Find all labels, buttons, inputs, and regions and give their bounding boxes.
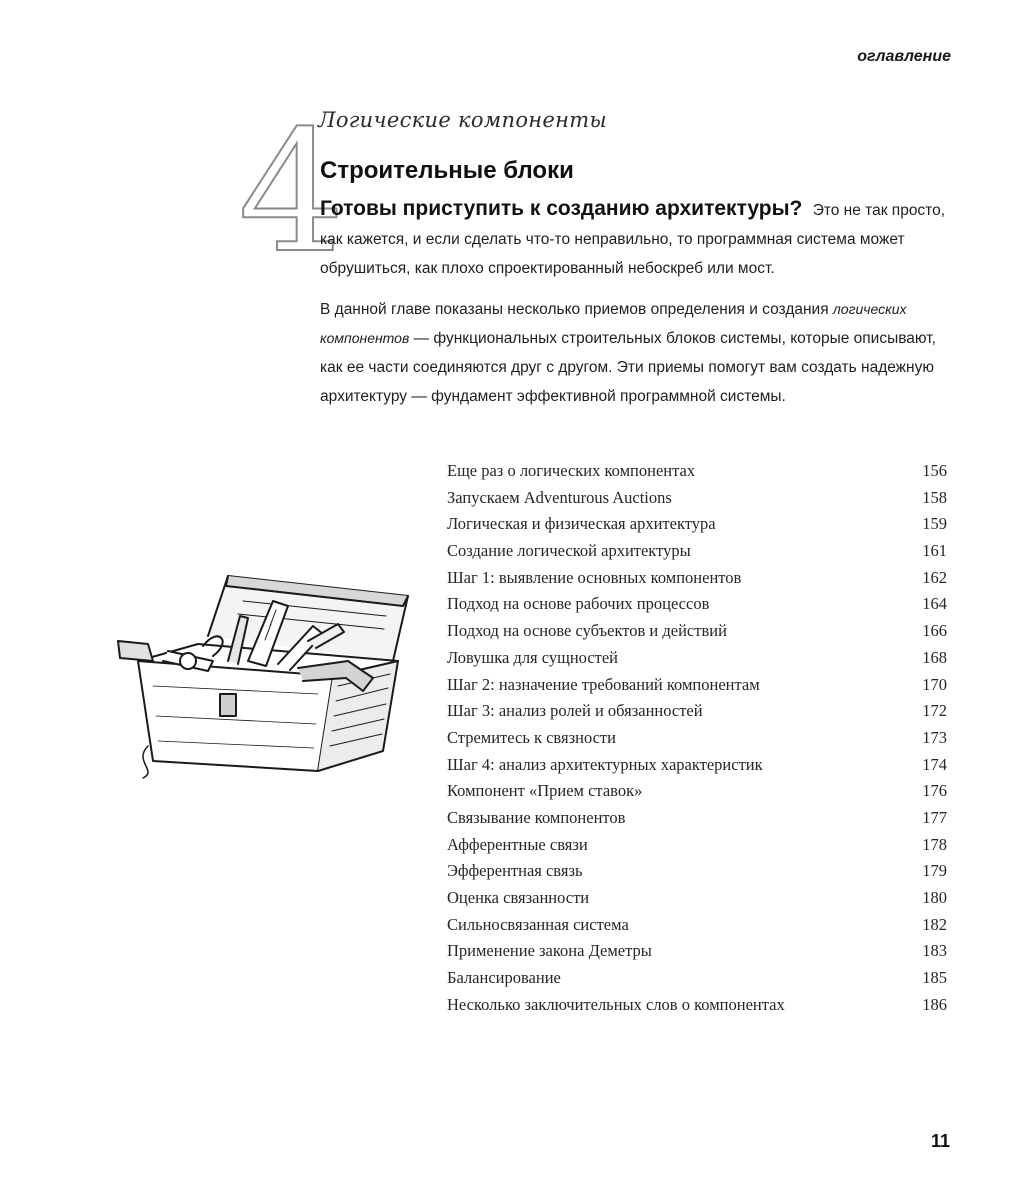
toc-entry-title: Оценка связанности	[447, 888, 590, 907]
toc-entry-title: Шаг 4: анализ архитектурных характеристик	[447, 754, 763, 774]
toc-entry-title: Создание логической архитектуры	[447, 541, 691, 561]
chapter-number: 4	[238, 94, 345, 290]
toc-entry[interactable]	[447, 591, 947, 618]
toc-entry-page: 183	[922, 941, 947, 961]
toc-entry-page: 159	[922, 514, 947, 534]
toc-entry-page: 185	[922, 968, 947, 988]
toc-entry[interactable]	[447, 511, 947, 538]
intro-p2-before: В данной главе показаны несколько приемов определения и создания	[320, 301, 829, 318]
intro-term: логических компонентов	[320, 301, 907, 346]
toc-entry-title: Шаг 1: выявление основных компонентов	[447, 567, 742, 587]
intro-paragraph-1	[320, 194, 952, 283]
intro-paragraph-2	[320, 295, 952, 411]
section-label: оглавление	[857, 48, 951, 65]
toc-entry-title: Балансирование	[447, 968, 561, 988]
toc-entry-page: 170	[922, 674, 947, 694]
toc-entry[interactable]	[447, 938, 947, 965]
toc-entry-page: 162	[922, 567, 947, 587]
toc-entry-page: 168	[922, 647, 947, 667]
toc-entry-title: Шаг 2: назначение требований компонентам	[447, 674, 760, 694]
toc-entry-title: Запускаем Adventurous Auctions	[447, 487, 672, 507]
page-number: 11	[930, 1131, 950, 1151]
toc-entry-page: 166	[922, 621, 947, 641]
toc-entry-title: Компонент «Прием ставок»	[447, 781, 643, 801]
toc-entry-title: Несколько заключительных слов о компонентах	[447, 994, 785, 1014]
toc-entry[interactable]	[447, 725, 947, 752]
toc-entry[interactable]	[447, 618, 947, 645]
toc-entry-page: 173	[922, 727, 947, 747]
toc-entry-title: Подход на основе субъектов и действий	[447, 621, 727, 641]
toc-entry[interactable]	[447, 858, 947, 885]
toc-entry-title: Подход на основе рабочих процессов	[447, 594, 710, 614]
toc-entry[interactable]	[447, 778, 947, 805]
chapter-intro	[320, 194, 952, 423]
toc-entry-page: 179	[922, 861, 947, 881]
toc-entry-page: 177	[922, 807, 947, 827]
toc-entry-page: 186	[922, 994, 947, 1014]
toc-entry-page: 180	[922, 888, 947, 907]
toc-entry-title: Применение закона Деметры	[447, 941, 652, 961]
toc-entry-page: 174	[922, 754, 947, 774]
chapter-subtitle: Логические компоненты	[318, 108, 607, 132]
table-of-contents	[447, 458, 947, 1018]
toc-entry-title: Ловушка для сущностей	[447, 647, 619, 667]
toc-entry-page: 161	[922, 541, 947, 561]
intro-lead: Готовы приступить к созданию архитектуры?	[320, 197, 803, 220]
toolbox-illustration	[108, 566, 433, 781]
toc-entry-page: 156	[922, 461, 947, 480]
toc-entry[interactable]	[447, 805, 947, 832]
toc-entry-page: 172	[922, 701, 947, 721]
toc-entry[interactable]	[447, 912, 947, 939]
toc-entry-title: Шаг 3: анализ ролей и обязанностей	[447, 701, 703, 721]
intro-lead-rest: Это не так просто, как кажется, и если сделать что-то неправильно, то программная система может обрушиться, как плохо спроектированный небоскреб или мост.	[320, 202, 946, 277]
toc-entry-page: 158	[922, 487, 947, 507]
toc-entry-title: Связывание компонентов	[447, 807, 626, 827]
intro-p2-after: — функциональных строительных блоков системы, которые описывают, как ее части соединяются друг с другом. Эти приемы помогут вам создать надежную архитектуру — фундамент эффективной программной системы.	[320, 330, 936, 405]
toc-entry[interactable]	[447, 752, 947, 779]
toc-entry[interactable]	[447, 645, 947, 672]
toc-entry[interactable]	[447, 965, 947, 992]
toc-entry-page: 164	[922, 594, 947, 614]
toc-entry[interactable]	[447, 485, 947, 512]
toc-entry[interactable]	[447, 698, 947, 725]
toc-entry-page: 176	[922, 781, 947, 801]
toc-entry-page: 182	[922, 914, 947, 934]
toc-entry[interactable]	[447, 885, 947, 912]
toc-entry[interactable]	[447, 565, 947, 592]
toc-entry-title: Стремитесь к связности	[447, 727, 616, 747]
toc-entry-title: Еще раз о логических компонентах	[447, 461, 696, 480]
toc-entry-page: 178	[922, 834, 947, 854]
toc-entry[interactable]	[447, 538, 947, 565]
toc-entry[interactable]	[447, 832, 947, 859]
toc-entry[interactable]	[447, 458, 947, 485]
chapter-title: Строительные блоки	[320, 157, 574, 184]
toc-entry-title: Афферентные связи	[447, 834, 588, 854]
toc-entry-title: Логическая и физическая архитектура	[447, 514, 716, 534]
toc-entry-title: Сильносвязанная система	[447, 914, 629, 934]
toc-entry[interactable]	[447, 992, 947, 1019]
toc-entry-title: Эфферентная связь	[447, 861, 583, 881]
toc-entry[interactable]	[447, 672, 947, 699]
